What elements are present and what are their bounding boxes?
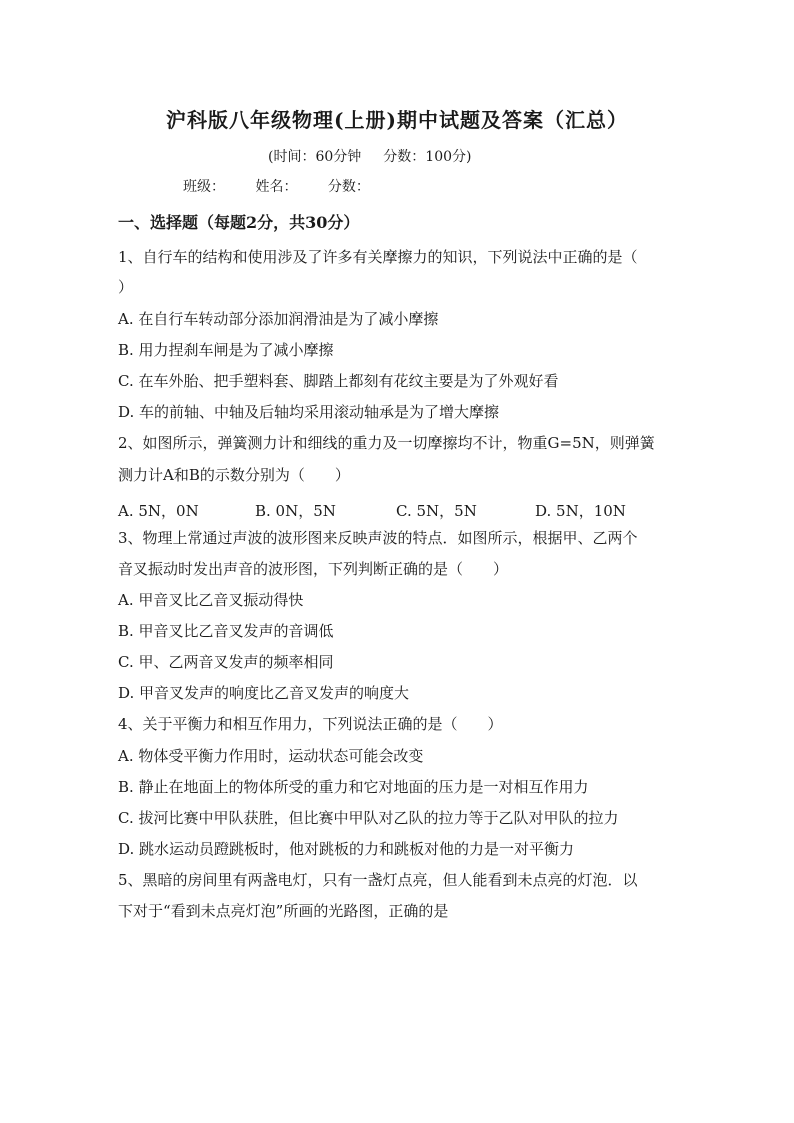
- q1-option-a: A. 在自行车转动部分添加润滑油是为了减小摩擦: [118, 310, 439, 328]
- q1-stem-line1: 1、自行车的结构和使用涉及了许多有关摩擦力的知识，下列说法中正确的是（: [118, 248, 638, 266]
- q3-stem-line1: 3、物理上常通过声波的波形图来反映声波的特点．如图所示，根据甲、乙两个: [118, 529, 638, 547]
- q4-option-c: C. 拔河比赛中甲队获胜，但比赛中甲队对乙队的拉力等于乙队对甲队的拉力: [118, 809, 619, 827]
- q4-option-b: B. 静止在地面上的物体所受的重力和它对地面的压力是一对相互作用力: [118, 778, 589, 796]
- q1-option-d: D. 车的前轴、中轴及后轴均采用滚动轴承是为了增大摩擦: [118, 403, 500, 421]
- q2-stem-line2: 测力计A和B的示数分别为（ ）: [118, 466, 350, 484]
- q2-option-c: C. 5N，5N: [396, 502, 477, 520]
- q4-option-a: A. 物体受平衡力作用时，运动状态可能会改变: [118, 747, 424, 765]
- q1-option-c: C. 在车外胎、把手塑料套、脚踏上都刻有花纹主要是为了外观好看: [118, 372, 559, 390]
- q3-option-a: A. 甲音叉比乙音叉振动得快: [118, 591, 304, 609]
- q1-stem-line2: ）: [118, 278, 134, 296]
- q3-option-d: D. 甲音叉发声的响度比乙音叉发声的响度大: [118, 684, 410, 702]
- exam-time: (时间：60分钟: [268, 149, 362, 165]
- page-title: 沪科版八年级物理(上册)期中试题及答案（汇总）: [166, 108, 628, 132]
- q2-option-a: A. 5N，0N: [118, 502, 199, 520]
- q5-stem-line1: 5、黑暗的房间里有两盏电灯，只有一盏灯点亮，但人能看到未点亮的灯泡．以: [118, 871, 638, 889]
- exam-meta: [268, 146, 471, 166]
- class-label: 班级：: [183, 179, 225, 195]
- q4-option-d: D. 跳水运动员蹬跳板时，他对跳板的力和跳板对他的力是一对平衡力: [118, 840, 575, 858]
- q1-option-b: B. 用力捏刹车闸是为了减小摩擦: [118, 341, 334, 359]
- q3-option-b: B. 甲音叉比乙音叉发声的音调低: [118, 622, 334, 640]
- score-label: 分数：: [327, 179, 370, 195]
- q2-option-d: D. 5N，10N: [535, 502, 626, 520]
- q3-stem-line2: 音叉振动时发出声音的波形图，下列判断正确的是（ ）: [118, 560, 509, 578]
- exam-total-score: 分数：100分): [383, 149, 472, 165]
- q5-stem-line2: 下对于“看到未点亮灯泡”所画的光路图，正确的是: [118, 902, 449, 920]
- q4-stem: 4、关于平衡力和相互作用力，下列说法正确的是（ ）: [118, 715, 503, 733]
- q2-option-b: B. 0N，5N: [255, 502, 336, 520]
- q3-option-c: C. 甲、乙两音叉发声的频率相同: [118, 653, 334, 671]
- q2-stem-line1: 2、如图所示，弹簧测力计和细线的重力及一切摩擦均不计，物重G=5N，则弹簧: [118, 434, 655, 452]
- name-label: 姓名：: [255, 179, 298, 195]
- section-title: 一、选择题（每题2分，共30分）: [118, 213, 360, 232]
- student-info: [183, 176, 396, 196]
